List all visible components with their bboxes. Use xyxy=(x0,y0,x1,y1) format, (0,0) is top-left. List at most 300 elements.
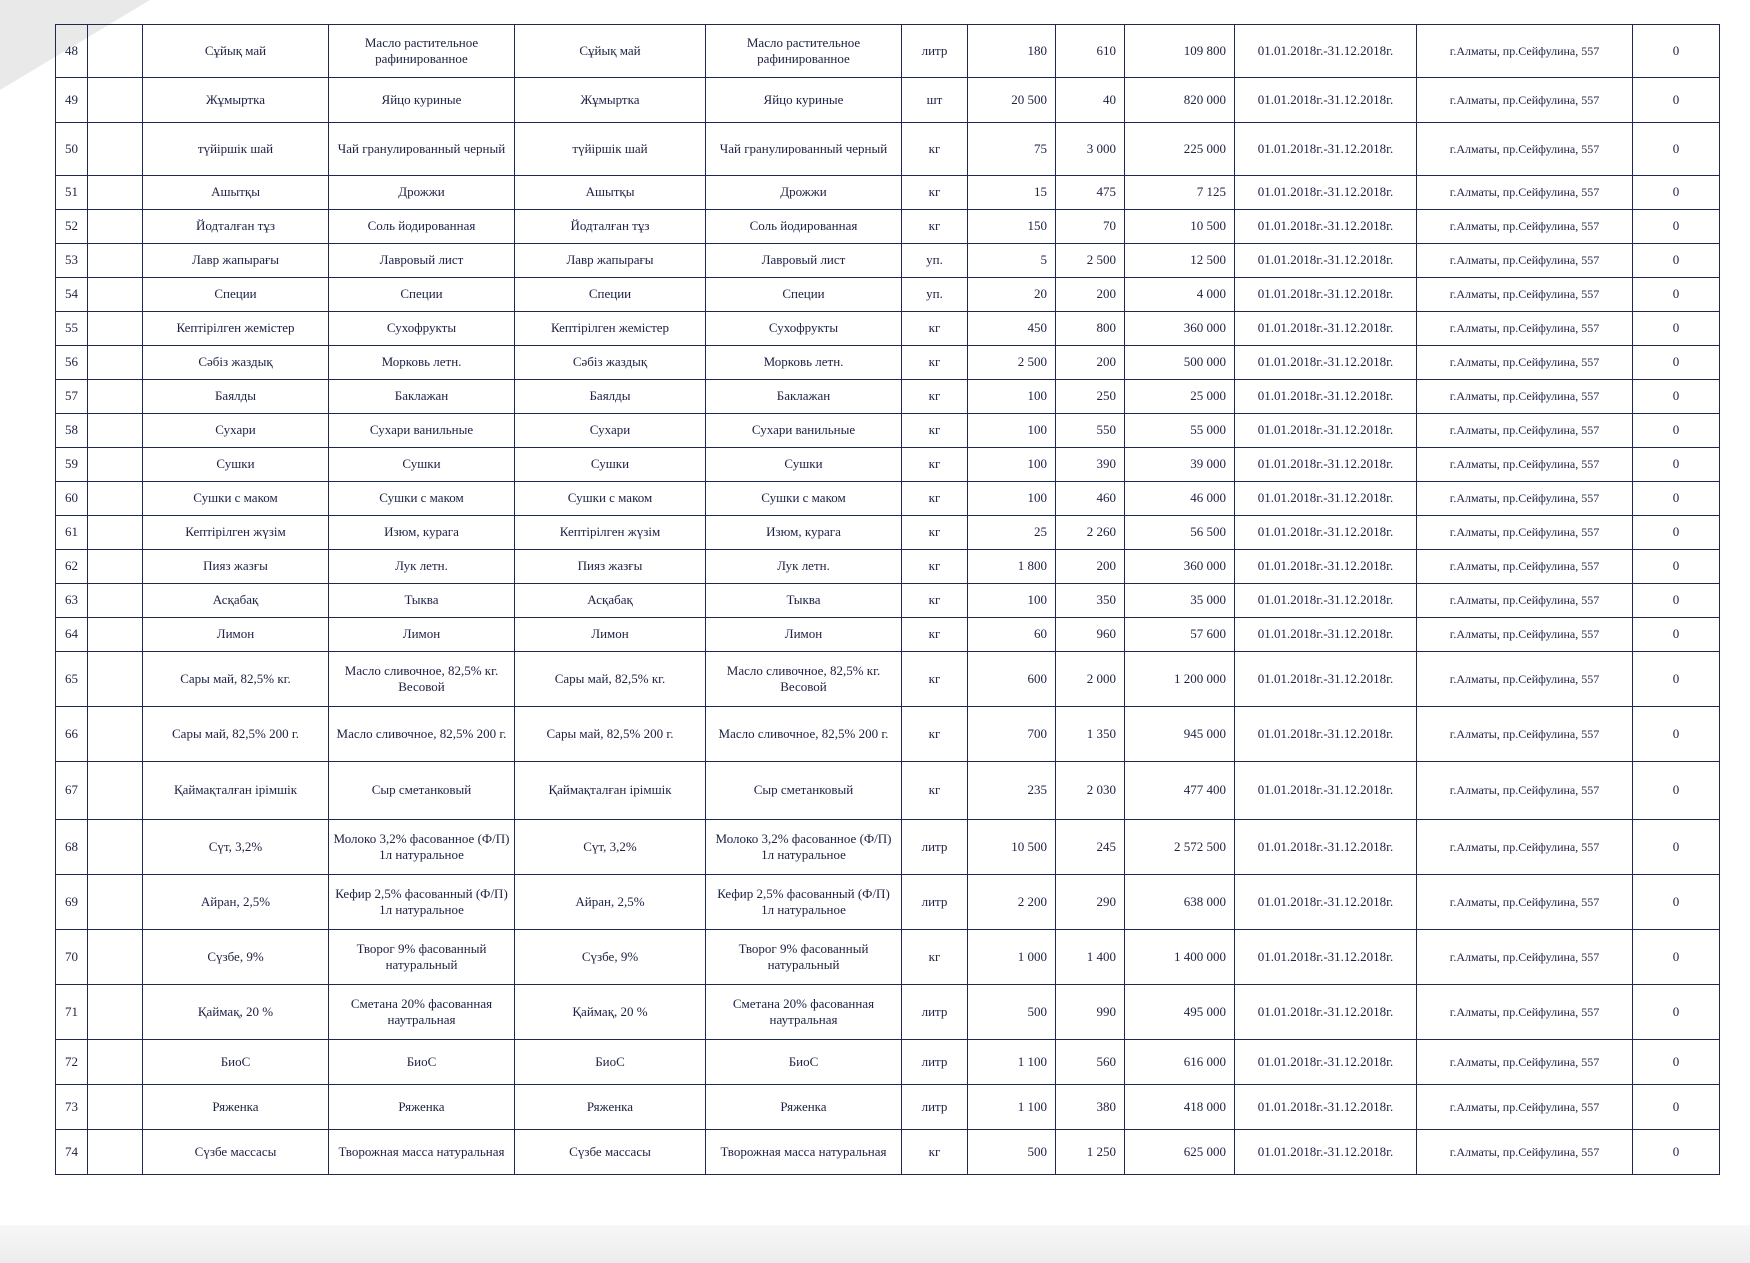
quantity-cell: 2 500 xyxy=(968,346,1056,380)
table-row xyxy=(56,25,1720,78)
table-row xyxy=(56,985,1720,1040)
description-kz-cell: Специи xyxy=(515,278,706,312)
table-row xyxy=(56,346,1720,380)
delivery-address-cell: г.Алматы, пр.Сейфулина, 557 xyxy=(1417,985,1633,1040)
row-number-cell: 56 xyxy=(56,346,88,380)
amount-cell: 7 125 xyxy=(1125,176,1235,210)
row-number-cell: 62 xyxy=(56,550,88,584)
delivery-period-cell: 01.01.2018г.-31.12.2018г. xyxy=(1235,707,1417,762)
amount-cell: 495 000 xyxy=(1125,985,1235,1040)
delivery-address-cell: г.Алматы, пр.Сейфулина, 557 xyxy=(1417,244,1633,278)
description-kz-cell: Сәбіз жаздық xyxy=(515,346,706,380)
amount-cell: 12 500 xyxy=(1125,244,1235,278)
row-number-cell: 66 xyxy=(56,707,88,762)
empty-code-cell xyxy=(88,550,143,584)
amount-cell: 638 000 xyxy=(1125,875,1235,930)
row-number-cell: 49 xyxy=(56,78,88,123)
empty-code-cell xyxy=(88,278,143,312)
name-kz-cell: Сухари xyxy=(143,414,329,448)
row-number-cell: 58 xyxy=(56,414,88,448)
description-ru-cell: Лимон xyxy=(706,618,902,652)
quantity-cell: 100 xyxy=(968,448,1056,482)
description-ru-cell: Изюм, курага xyxy=(706,516,902,550)
description-kz-cell: Асқабақ xyxy=(515,584,706,618)
name-kz-cell: Сары май, 82,5% 200 г. xyxy=(143,707,329,762)
delivery-period-cell: 01.01.2018г.-31.12.2018г. xyxy=(1235,176,1417,210)
price-cell: 200 xyxy=(1056,278,1125,312)
price-cell: 1 400 xyxy=(1056,930,1125,985)
table-row xyxy=(56,618,1720,652)
name-kz-cell: Кептірілген жемістер xyxy=(143,312,329,346)
delivery-period-cell: 01.01.2018г.-31.12.2018г. xyxy=(1235,762,1417,820)
name-ru-cell: Специи xyxy=(329,278,515,312)
quantity-cell: 1 100 xyxy=(968,1085,1056,1130)
delivery-period-cell: 01.01.2018г.-31.12.2018г. xyxy=(1235,123,1417,176)
delivery-period-cell: 01.01.2018г.-31.12.2018г. xyxy=(1235,210,1417,244)
name-ru-cell: Морковь летн. xyxy=(329,346,515,380)
amount-cell: 25 000 xyxy=(1125,380,1235,414)
row-number-cell: 74 xyxy=(56,1130,88,1175)
price-cell: 2 500 xyxy=(1056,244,1125,278)
delivery-period-cell: 01.01.2018г.-31.12.2018г. xyxy=(1235,1085,1417,1130)
quantity-cell: 1 100 xyxy=(968,1040,1056,1085)
advance-cell: 0 xyxy=(1633,584,1720,618)
description-kz-cell: Сүт, 3,2% xyxy=(515,820,706,875)
delivery-period-cell: 01.01.2018г.-31.12.2018г. xyxy=(1235,820,1417,875)
advance-cell: 0 xyxy=(1633,550,1720,584)
name-kz-cell: Баялды xyxy=(143,380,329,414)
delivery-address-cell: г.Алматы, пр.Сейфулина, 557 xyxy=(1417,875,1633,930)
description-ru-cell: Масло растительное рафинированное xyxy=(706,25,902,78)
amount-cell: 4 000 xyxy=(1125,278,1235,312)
delivery-address-cell: г.Алматы, пр.Сейфулина, 557 xyxy=(1417,707,1633,762)
name-kz-cell: Йодталған тұз xyxy=(143,210,329,244)
price-cell: 380 xyxy=(1056,1085,1125,1130)
description-kz-cell: Жұмыртка xyxy=(515,78,706,123)
unit-cell: кг xyxy=(902,618,968,652)
advance-cell: 0 xyxy=(1633,176,1720,210)
amount-cell: 360 000 xyxy=(1125,312,1235,346)
advance-cell: 0 xyxy=(1633,1085,1720,1130)
unit-cell: кг xyxy=(902,1130,968,1175)
description-ru-cell: Дрожжи xyxy=(706,176,902,210)
name-kz-cell: Сүзбе, 9% xyxy=(143,930,329,985)
table-row xyxy=(56,707,1720,762)
description-ru-cell: Сушки xyxy=(706,448,902,482)
description-kz-cell: Сүзбе, 9% xyxy=(515,930,706,985)
delivery-address-cell: г.Алматы, пр.Сейфулина, 557 xyxy=(1417,516,1633,550)
quantity-cell: 15 xyxy=(968,176,1056,210)
description-ru-cell: Сухофрукты xyxy=(706,312,902,346)
unit-cell: кг xyxy=(902,930,968,985)
price-cell: 40 xyxy=(1056,78,1125,123)
price-cell: 290 xyxy=(1056,875,1125,930)
quantity-cell: 500 xyxy=(968,1130,1056,1175)
delivery-period-cell: 01.01.2018г.-31.12.2018г. xyxy=(1235,875,1417,930)
procurement-table xyxy=(55,24,1720,1175)
price-cell: 560 xyxy=(1056,1040,1125,1085)
quantity-cell: 1 800 xyxy=(968,550,1056,584)
quantity-cell: 100 xyxy=(968,380,1056,414)
advance-cell: 0 xyxy=(1633,278,1720,312)
empty-code-cell xyxy=(88,210,143,244)
delivery-period-cell: 01.01.2018г.-31.12.2018г. xyxy=(1235,244,1417,278)
delivery-period-cell: 01.01.2018г.-31.12.2018г. xyxy=(1235,1040,1417,1085)
row-number-cell: 63 xyxy=(56,584,88,618)
empty-code-cell xyxy=(88,346,143,380)
price-cell: 610 xyxy=(1056,25,1125,78)
empty-code-cell xyxy=(88,875,143,930)
advance-cell: 0 xyxy=(1633,652,1720,707)
table-row xyxy=(56,930,1720,985)
table-row xyxy=(56,875,1720,930)
name-ru-cell: Изюм, курага xyxy=(329,516,515,550)
page-bottom-edge xyxy=(0,1225,1750,1263)
table-row xyxy=(56,448,1720,482)
quantity-cell: 1 000 xyxy=(968,930,1056,985)
description-kz-cell: Сары май, 82,5% кг. xyxy=(515,652,706,707)
advance-cell: 0 xyxy=(1633,78,1720,123)
table-row xyxy=(56,652,1720,707)
name-ru-cell: Масло сливочное, 82,5% 200 г. xyxy=(329,707,515,762)
description-kz-cell: Сары май, 82,5% 200 г. xyxy=(515,707,706,762)
row-number-cell: 70 xyxy=(56,930,88,985)
delivery-address-cell: г.Алматы, пр.Сейфулина, 557 xyxy=(1417,176,1633,210)
name-kz-cell: Лавр жапырағы xyxy=(143,244,329,278)
description-kz-cell: Айран, 2,5% xyxy=(515,875,706,930)
name-ru-cell: Сметана 20% фасованная наутральная xyxy=(329,985,515,1040)
description-kz-cell: Ашытқы xyxy=(515,176,706,210)
unit-cell: уп. xyxy=(902,244,968,278)
name-kz-cell: Асқабақ xyxy=(143,584,329,618)
name-ru-cell: Сухари ванильные xyxy=(329,414,515,448)
name-kz-cell: Сәбіз жаздық xyxy=(143,346,329,380)
empty-code-cell xyxy=(88,584,143,618)
advance-cell: 0 xyxy=(1633,1130,1720,1175)
empty-code-cell xyxy=(88,176,143,210)
description-kz-cell: Баялды xyxy=(515,380,706,414)
unit-cell: литр xyxy=(902,1085,968,1130)
name-kz-cell: Айран, 2,5% xyxy=(143,875,329,930)
price-cell: 2 260 xyxy=(1056,516,1125,550)
unit-cell: кг xyxy=(902,516,968,550)
quantity-cell: 100 xyxy=(968,482,1056,516)
name-ru-cell: Баклажан xyxy=(329,380,515,414)
table-row xyxy=(56,550,1720,584)
advance-cell: 0 xyxy=(1633,210,1720,244)
row-number-cell: 51 xyxy=(56,176,88,210)
row-number-cell: 72 xyxy=(56,1040,88,1085)
table-row xyxy=(56,1040,1720,1085)
name-kz-cell: Лимон xyxy=(143,618,329,652)
price-cell: 3 000 xyxy=(1056,123,1125,176)
unit-cell: кг xyxy=(902,652,968,707)
description-ru-cell: Ряженка xyxy=(706,1085,902,1130)
description-ru-cell: Сухари ванильные xyxy=(706,414,902,448)
description-ru-cell: Тыква xyxy=(706,584,902,618)
amount-cell: 225 000 xyxy=(1125,123,1235,176)
advance-cell: 0 xyxy=(1633,482,1720,516)
quantity-cell: 2 200 xyxy=(968,875,1056,930)
name-ru-cell: БиоС xyxy=(329,1040,515,1085)
quantity-cell: 20 500 xyxy=(968,78,1056,123)
unit-cell: кг xyxy=(902,346,968,380)
price-cell: 1 350 xyxy=(1056,707,1125,762)
advance-cell: 0 xyxy=(1633,985,1720,1040)
delivery-address-cell: г.Алматы, пр.Сейфулина, 557 xyxy=(1417,820,1633,875)
advance-cell: 0 xyxy=(1633,123,1720,176)
quantity-cell: 5 xyxy=(968,244,1056,278)
delivery-address-cell: г.Алматы, пр.Сейфулина, 557 xyxy=(1417,25,1633,78)
name-kz-cell: Кептірілген жүзім xyxy=(143,516,329,550)
name-ru-cell: Сушки xyxy=(329,448,515,482)
description-kz-cell: Пияз жазғы xyxy=(515,550,706,584)
delivery-period-cell: 01.01.2018г.-31.12.2018г. xyxy=(1235,652,1417,707)
row-number-cell: 64 xyxy=(56,618,88,652)
delivery-address-cell: г.Алматы, пр.Сейфулина, 557 xyxy=(1417,652,1633,707)
price-cell: 960 xyxy=(1056,618,1125,652)
advance-cell: 0 xyxy=(1633,762,1720,820)
description-ru-cell: Молоко 3,2% фасованное (Ф/П) 1л натуральное xyxy=(706,820,902,875)
table-row xyxy=(56,584,1720,618)
delivery-period-cell: 01.01.2018г.-31.12.2018г. xyxy=(1235,278,1417,312)
quantity-cell: 100 xyxy=(968,414,1056,448)
unit-cell: литр xyxy=(902,985,968,1040)
delivery-address-cell: г.Алматы, пр.Сейфулина, 557 xyxy=(1417,618,1633,652)
row-number-cell: 57 xyxy=(56,380,88,414)
delivery-address-cell: г.Алматы, пр.Сейфулина, 557 xyxy=(1417,550,1633,584)
name-ru-cell: Кефир 2,5% фасованный (Ф/П) 1л натуральное xyxy=(329,875,515,930)
row-number-cell: 55 xyxy=(56,312,88,346)
empty-code-cell xyxy=(88,762,143,820)
delivery-address-cell: г.Алматы, пр.Сейфулина, 557 xyxy=(1417,123,1633,176)
name-ru-cell: Дрожжи xyxy=(329,176,515,210)
table-row xyxy=(56,78,1720,123)
description-ru-cell: Чай гранулированный черный xyxy=(706,123,902,176)
amount-cell: 616 000 xyxy=(1125,1040,1235,1085)
description-ru-cell: Сыр сметанковый xyxy=(706,762,902,820)
advance-cell: 0 xyxy=(1633,312,1720,346)
name-ru-cell: Лавровый лист xyxy=(329,244,515,278)
description-ru-cell: Творожная масса натуральная xyxy=(706,1130,902,1175)
name-kz-cell: Қаймақ, 20 % xyxy=(143,985,329,1040)
price-cell: 200 xyxy=(1056,550,1125,584)
delivery-period-cell: 01.01.2018г.-31.12.2018г. xyxy=(1235,618,1417,652)
delivery-period-cell: 01.01.2018г.-31.12.2018г. xyxy=(1235,550,1417,584)
name-kz-cell: Сушки xyxy=(143,448,329,482)
delivery-period-cell: 01.01.2018г.-31.12.2018г. xyxy=(1235,482,1417,516)
unit-cell: литр xyxy=(902,1040,968,1085)
delivery-address-cell: г.Алматы, пр.Сейфулина, 557 xyxy=(1417,1085,1633,1130)
name-ru-cell: Масло сливочное, 82,5% кг. Весовой xyxy=(329,652,515,707)
empty-code-cell xyxy=(88,707,143,762)
description-ru-cell: Лавровый лист xyxy=(706,244,902,278)
name-kz-cell: Сүт, 3,2% xyxy=(143,820,329,875)
description-ru-cell: Морковь летн. xyxy=(706,346,902,380)
delivery-address-cell: г.Алматы, пр.Сейфулина, 557 xyxy=(1417,930,1633,985)
amount-cell: 39 000 xyxy=(1125,448,1235,482)
delivery-address-cell: г.Алматы, пр.Сейфулина, 557 xyxy=(1417,762,1633,820)
empty-code-cell xyxy=(88,380,143,414)
row-number-cell: 71 xyxy=(56,985,88,1040)
row-number-cell: 52 xyxy=(56,210,88,244)
advance-cell: 0 xyxy=(1633,346,1720,380)
delivery-address-cell: г.Алматы, пр.Сейфулина, 557 xyxy=(1417,584,1633,618)
quantity-cell: 500 xyxy=(968,985,1056,1040)
advance-cell: 0 xyxy=(1633,414,1720,448)
amount-cell: 500 000 xyxy=(1125,346,1235,380)
table-row xyxy=(56,482,1720,516)
table-row xyxy=(56,312,1720,346)
name-ru-cell: Масло растительное рафинированное xyxy=(329,25,515,78)
description-kz-cell: Сухари xyxy=(515,414,706,448)
name-kz-cell: БиоС xyxy=(143,1040,329,1085)
price-cell: 70 xyxy=(1056,210,1125,244)
description-kz-cell: Сүзбе массасы xyxy=(515,1130,706,1175)
description-kz-cell: Сушки с маком xyxy=(515,482,706,516)
table-row xyxy=(56,1130,1720,1175)
delivery-address-cell: г.Алматы, пр.Сейфулина, 557 xyxy=(1417,482,1633,516)
delivery-address-cell: г.Алматы, пр.Сейфулина, 557 xyxy=(1417,380,1633,414)
name-kz-cell: Специи xyxy=(143,278,329,312)
description-ru-cell: Сушки с маком xyxy=(706,482,902,516)
delivery-period-cell: 01.01.2018г.-31.12.2018г. xyxy=(1235,414,1417,448)
table-row xyxy=(56,1085,1720,1130)
quantity-cell: 20 xyxy=(968,278,1056,312)
advance-cell: 0 xyxy=(1633,244,1720,278)
description-kz-cell: түйіршік шай xyxy=(515,123,706,176)
advance-cell: 0 xyxy=(1633,380,1720,414)
table-row xyxy=(56,516,1720,550)
quantity-cell: 600 xyxy=(968,652,1056,707)
price-cell: 990 xyxy=(1056,985,1125,1040)
description-kz-cell: БиоС xyxy=(515,1040,706,1085)
name-kz-cell: Сүзбе массасы xyxy=(143,1130,329,1175)
delivery-period-cell: 01.01.2018г.-31.12.2018г. xyxy=(1235,985,1417,1040)
description-ru-cell: Яйцо куриные xyxy=(706,78,902,123)
table-row xyxy=(56,123,1720,176)
row-number-cell: 61 xyxy=(56,516,88,550)
description-ru-cell: Масло сливочное, 82,5% кг. Весовой xyxy=(706,652,902,707)
unit-cell: кг xyxy=(902,380,968,414)
empty-code-cell xyxy=(88,820,143,875)
name-ru-cell: Лук летн. xyxy=(329,550,515,584)
table-row xyxy=(56,244,1720,278)
description-kz-cell: Лавр жапырағы xyxy=(515,244,706,278)
empty-code-cell xyxy=(88,482,143,516)
unit-cell: кг xyxy=(902,123,968,176)
delivery-address-cell: г.Алматы, пр.Сейфулина, 557 xyxy=(1417,414,1633,448)
empty-code-cell xyxy=(88,652,143,707)
unit-cell: кг xyxy=(902,762,968,820)
amount-cell: 55 000 xyxy=(1125,414,1235,448)
delivery-period-cell: 01.01.2018г.-31.12.2018г. xyxy=(1235,1130,1417,1175)
delivery-address-cell: г.Алматы, пр.Сейфулина, 557 xyxy=(1417,1040,1633,1085)
description-kz-cell: Сушки xyxy=(515,448,706,482)
name-ru-cell: Яйцо куриные xyxy=(329,78,515,123)
quantity-cell: 450 xyxy=(968,312,1056,346)
name-ru-cell: Соль йодированная xyxy=(329,210,515,244)
price-cell: 460 xyxy=(1056,482,1125,516)
name-kz-cell: Сары май, 82,5% кг. xyxy=(143,652,329,707)
row-number-cell: 65 xyxy=(56,652,88,707)
name-ru-cell: Сыр сметанковый xyxy=(329,762,515,820)
name-kz-cell: Ряженка xyxy=(143,1085,329,1130)
empty-code-cell xyxy=(88,1040,143,1085)
description-kz-cell: Қаймақталған ірімшік xyxy=(515,762,706,820)
advance-cell: 0 xyxy=(1633,875,1720,930)
advance-cell: 0 xyxy=(1633,930,1720,985)
delivery-address-cell: г.Алматы, пр.Сейфулина, 557 xyxy=(1417,312,1633,346)
unit-cell: литр xyxy=(902,25,968,78)
delivery-address-cell: г.Алматы, пр.Сейфулина, 557 xyxy=(1417,448,1633,482)
empty-code-cell xyxy=(88,1130,143,1175)
empty-code-cell xyxy=(88,1085,143,1130)
unit-cell: шт xyxy=(902,78,968,123)
description-kz-cell: Лимон xyxy=(515,618,706,652)
name-ru-cell: Творог 9% фасованный натуральный xyxy=(329,930,515,985)
description-ru-cell: Творог 9% фасованный натуральный xyxy=(706,930,902,985)
delivery-period-cell: 01.01.2018г.-31.12.2018г. xyxy=(1235,930,1417,985)
unit-cell: кг xyxy=(902,312,968,346)
amount-cell: 10 500 xyxy=(1125,210,1235,244)
quantity-cell: 235 xyxy=(968,762,1056,820)
quantity-cell: 100 xyxy=(968,584,1056,618)
table-body xyxy=(56,25,1720,1175)
empty-code-cell xyxy=(88,78,143,123)
delivery-period-cell: 01.01.2018г.-31.12.2018г. xyxy=(1235,380,1417,414)
row-number-cell: 54 xyxy=(56,278,88,312)
unit-cell: кг xyxy=(902,414,968,448)
description-ru-cell: Кефир 2,5% фасованный (Ф/П) 1л натуральное xyxy=(706,875,902,930)
amount-cell: 2 572 500 xyxy=(1125,820,1235,875)
name-kz-cell: Сушки с маком xyxy=(143,482,329,516)
table-row xyxy=(56,762,1720,820)
name-ru-cell: Молоко 3,2% фасованное (Ф/П) 1л натуральное xyxy=(329,820,515,875)
row-number-cell: 68 xyxy=(56,820,88,875)
description-ru-cell: Лук летн. xyxy=(706,550,902,584)
description-kz-cell: Кептірілген жемістер xyxy=(515,312,706,346)
delivery-period-cell: 01.01.2018г.-31.12.2018г. xyxy=(1235,25,1417,78)
delivery-period-cell: 01.01.2018г.-31.12.2018г. xyxy=(1235,516,1417,550)
unit-cell: кг xyxy=(902,176,968,210)
description-kz-cell: Сұйық май xyxy=(515,25,706,78)
advance-cell: 0 xyxy=(1633,448,1720,482)
price-cell: 2 000 xyxy=(1056,652,1125,707)
price-cell: 200 xyxy=(1056,346,1125,380)
table-row xyxy=(56,414,1720,448)
delivery-address-cell: г.Алматы, пр.Сейфулина, 557 xyxy=(1417,78,1633,123)
price-cell: 475 xyxy=(1056,176,1125,210)
quantity-cell: 700 xyxy=(968,707,1056,762)
row-number-cell: 59 xyxy=(56,448,88,482)
name-kz-cell: түйіршік шай xyxy=(143,123,329,176)
delivery-period-cell: 01.01.2018г.-31.12.2018г. xyxy=(1235,584,1417,618)
quantity-cell: 150 xyxy=(968,210,1056,244)
unit-cell: кг xyxy=(902,210,968,244)
amount-cell: 820 000 xyxy=(1125,78,1235,123)
name-ru-cell: Чай гранулированный черный xyxy=(329,123,515,176)
name-ru-cell: Лимон xyxy=(329,618,515,652)
amount-cell: 56 500 xyxy=(1125,516,1235,550)
advance-cell: 0 xyxy=(1633,820,1720,875)
table-row xyxy=(56,278,1720,312)
description-ru-cell: БиоС xyxy=(706,1040,902,1085)
name-ru-cell: Тыква xyxy=(329,584,515,618)
delivery-address-cell: г.Алматы, пр.Сейфулина, 557 xyxy=(1417,278,1633,312)
unit-cell: уп. xyxy=(902,278,968,312)
quantity-cell: 25 xyxy=(968,516,1056,550)
